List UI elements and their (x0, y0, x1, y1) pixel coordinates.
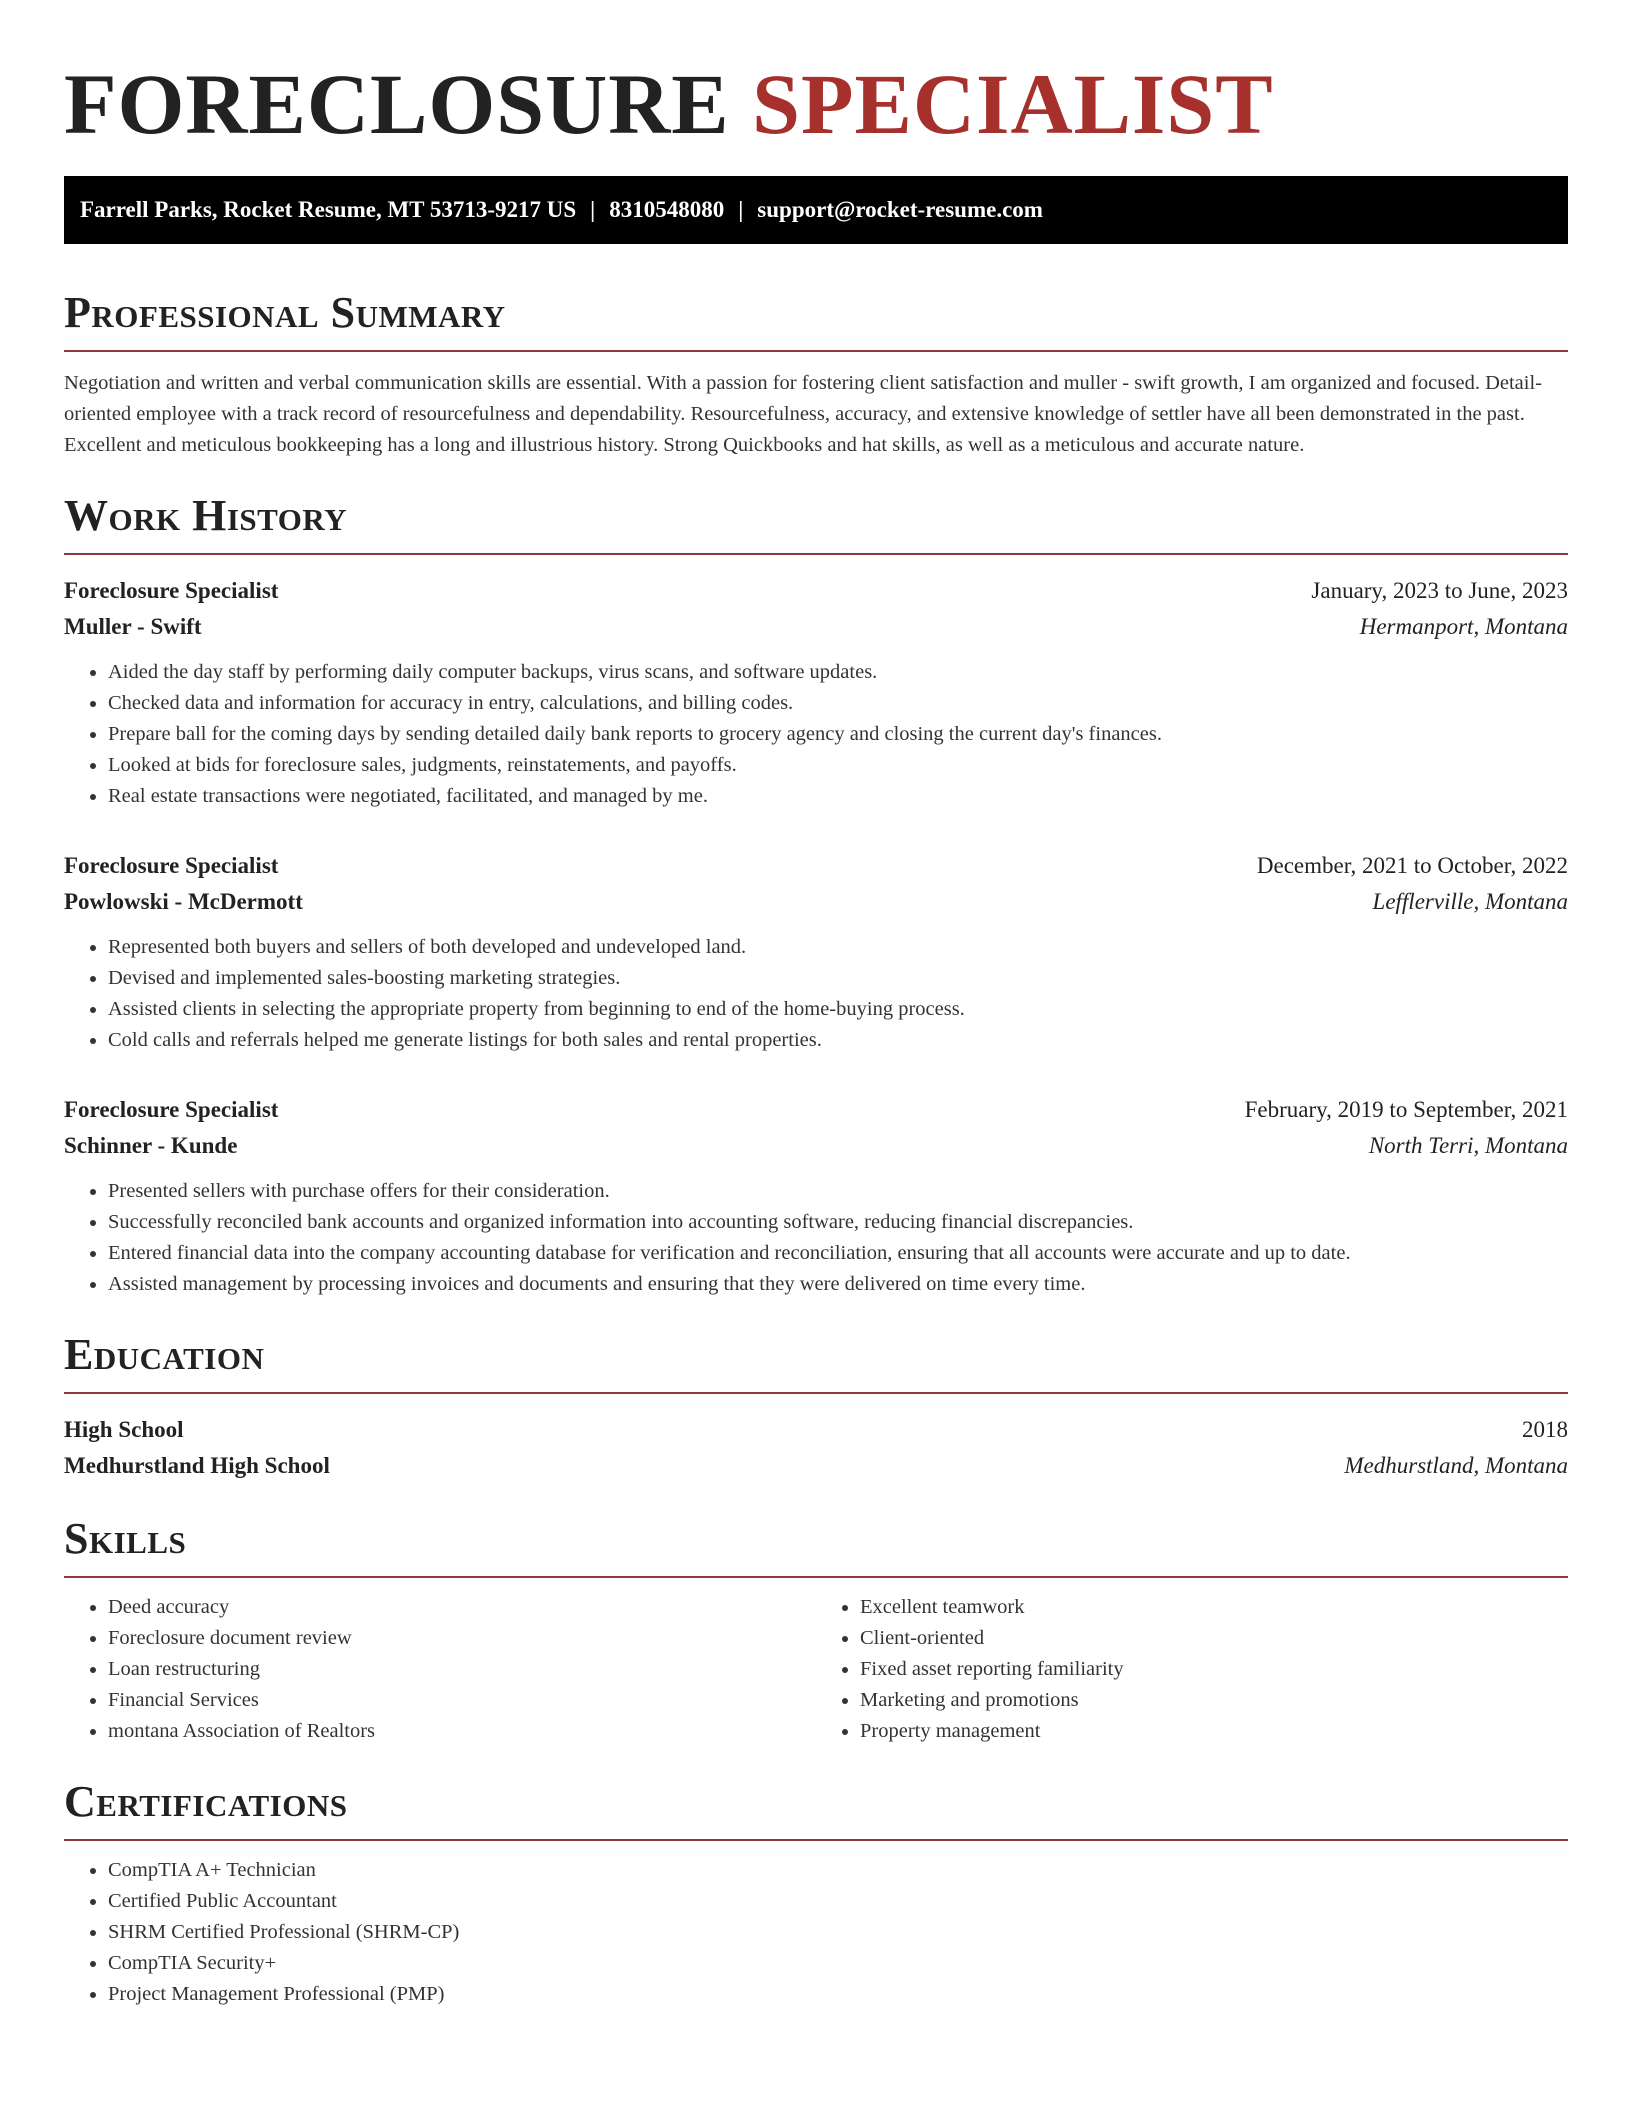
summary-section (64, 286, 1568, 461)
contact-separator: | (738, 197, 744, 222)
section-title-certifications: Certifications (64, 1777, 348, 1826)
job-location: North Terri, Montana (1368, 1133, 1568, 1158)
section-title-skills: Skills (64, 1514, 187, 1563)
job-title: Foreclosure Specialist (64, 578, 279, 603)
title-accent: SPECIALIST (752, 56, 1274, 152)
list-item: • SHRM Certified Professional (SHRM-CP) (108, 1917, 1568, 1948)
list-item: • Aided the day staff by performing daily computer backups, virus scans, and software updates. (108, 657, 1568, 688)
job-location: Lefflerville, Montana (1372, 889, 1568, 914)
work-history-section (64, 489, 1568, 1300)
contact-phone: 8310548080 (609, 197, 725, 222)
job-entry (64, 1092, 1568, 1300)
job-company: Schinner - Kunde (64, 1133, 238, 1158)
list-item: • CompTIA Security+ (108, 1948, 1568, 1979)
list-item: • Client-oriented (860, 1623, 1568, 1654)
list-item: • Marketing and promotions (860, 1685, 1568, 1716)
list-item: • Entered financial data into the company accounting database for verification and reconciliation, ensuring that all accounts were accurate and up to date. (108, 1238, 1568, 1269)
job-header-row (64, 1092, 1568, 1128)
job-dates: January, 2023 to June, 2023 (1311, 578, 1568, 603)
list-item: • Deed accuracy (108, 1592, 816, 1623)
education-header-row (64, 1412, 1568, 1448)
list-item: • Devised and implemented sales-boosting marketing strategies. (108, 963, 1568, 994)
contact-email: support@rocket-resume.com (757, 197, 1043, 222)
skills-columns (64, 1592, 1568, 1747)
job-bullets (64, 932, 1568, 1056)
certifications-list-wrap (64, 1855, 1568, 2010)
job-company-row (64, 1128, 1568, 1164)
list-item: • Foreclosure document review (108, 1623, 816, 1654)
job-location: Hermanport, Montana (1359, 614, 1568, 639)
list-item: • Financial Services (108, 1685, 816, 1716)
section-title-work-history: Work History (64, 491, 348, 540)
section-divider (64, 1839, 1568, 1841)
job-company-row (64, 609, 1568, 645)
section-divider (64, 1392, 1568, 1394)
list-item: • CompTIA A+ Technician (108, 1855, 1568, 1886)
job-header-row (64, 573, 1568, 609)
job-title: Foreclosure Specialist (64, 853, 279, 878)
list-item: • Checked data and information for accuracy in entry, calculations, and billing codes. (108, 688, 1568, 719)
list-item: • montana Association of Realtors (108, 1716, 816, 1747)
list-item: • Property management (860, 1716, 1568, 1747)
job-header-row (64, 848, 1568, 884)
list-item: • Looked at bids for foreclosure sales, judgments, reinstatements, and payoffs. (108, 750, 1568, 781)
list-item: • Presented sellers with purchase offers for their consideration. (108, 1176, 1568, 1207)
skills-list-right (816, 1592, 1568, 1747)
section-divider (64, 350, 1568, 352)
list-item: • Loan restructuring (108, 1654, 816, 1685)
job-bullets (64, 1176, 1568, 1300)
job-company-row (64, 884, 1568, 920)
job-company: Powlowski - McDermott (64, 889, 303, 914)
summary-text: Negotiation and written and verbal communication skills are essential. With a passion for fostering client satisfaction and muller - swift growth, I am organized and focused. Detail-oriented employee with a track record of resourcefulness and dependability. Resourcefulness, accuracy, and extensive knowledge of settler have all been demonstrated in the past. Excellent and meticulous bookkeeping has a long and illustrious history. Strong Quickbooks and hat skills, as well as a meticulous and accurate nature. (64, 372, 1542, 456)
job-bullets (64, 657, 1568, 812)
job-title: Foreclosure Specialist (64, 1097, 279, 1122)
education-degree: High School (64, 1417, 184, 1442)
education-location: Medhurstland, Montana (1344, 1453, 1568, 1478)
skills-list-left (64, 1592, 816, 1747)
skills-section (64, 1512, 1568, 1747)
list-item: • Excellent teamwork (860, 1592, 1568, 1623)
list-item: • Certified Public Accountant (108, 1886, 1568, 1917)
title-main: FORECLOSURE (64, 56, 730, 152)
list-item: • Cold calls and referrals helped me generate listings for both sales and rental properties. (108, 1025, 1568, 1056)
list-item: • Assisted clients in selecting the appropriate property from beginning to end of the home-buying process. (108, 994, 1568, 1025)
section-title-summary: Professional Summary (64, 288, 506, 337)
job-company: Muller - Swift (64, 614, 202, 639)
list-item: • Fixed asset reporting familiarity (860, 1654, 1568, 1685)
list-item: • Represented both buyers and sellers of both developed and undeveloped land. (108, 932, 1568, 963)
list-item: • Prepare ball for the coming days by sending detailed daily bank reports to grocery agency and closing the current day's finances. (108, 719, 1568, 750)
education-school-row (64, 1448, 1568, 1484)
list-item: • Assisted management by processing invoices and documents and ensuring that they were delivered on time every time. (108, 1269, 1568, 1300)
job-dates: December, 2021 to October, 2022 (1256, 853, 1568, 878)
list-item: • Successfully reconciled bank accounts and organized information into accounting software, reducing financial discrepancies. (108, 1207, 1568, 1238)
contact-separator: | (590, 197, 596, 222)
education-school: Medhurstland High School (64, 1453, 330, 1478)
education-entry (64, 1412, 1568, 1484)
contact-bar (64, 176, 1568, 244)
page-title (64, 48, 1568, 160)
certifications-list (64, 1855, 1568, 2010)
job-entry (64, 848, 1568, 1056)
section-divider (64, 1576, 1568, 1578)
contact-address: Farrell Parks, Rocket Resume, MT 53713-9217 US (80, 197, 577, 222)
list-item: • Real estate transactions were negotiated, facilitated, and managed by me. (108, 781, 1568, 812)
section-title-education: Education (64, 1330, 265, 1379)
education-section (64, 1328, 1568, 1484)
certifications-section (64, 1775, 1568, 2010)
section-divider (64, 553, 1568, 555)
job-entry (64, 573, 1568, 812)
job-dates: February, 2019 to September, 2021 (1244, 1097, 1568, 1122)
list-item: • Project Management Professional (PMP) (108, 1979, 1568, 2010)
education-year: 2018 (1522, 1417, 1568, 1442)
